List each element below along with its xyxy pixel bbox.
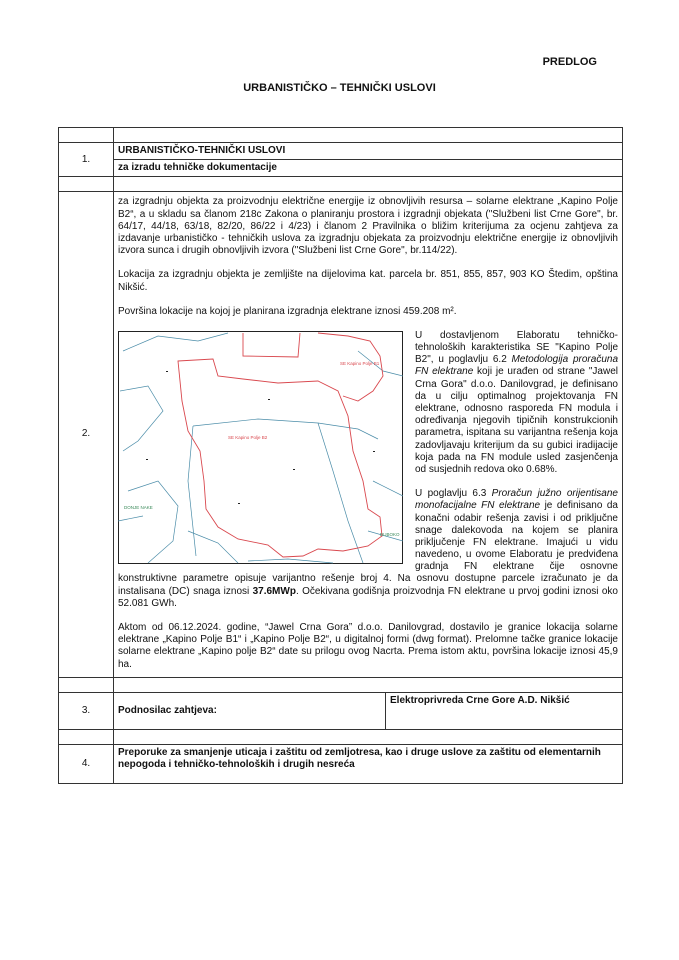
text-run: koji je urađen od strane "Jawel Crna Gora" d.o.o. Danilovgrad, je definisano da u cilju optimalnog projektovanja FN elektrane, odnosno rasporeda FN modula i određivanja njegovih tipičnih konstrukcionih parametra, ispitana su varijantna rešenja koja zadovljavaju kriterijum da su gubici iradijacije koja pada na FN module usled zasjenčenja od susjednih redova oko 0.68%. <box>415 366 618 475</box>
map-label-road-right: DUBOKO <box>380 531 400 537</box>
section-4-text: Preporuke za smanjenje uticaja i zaštitu od zemljotresa, kao i druge uslove za zaštitu od elementarnih nepogoda i tehničko-tehnoloških i drugih nesreća <box>114 744 623 783</box>
spacer-row <box>59 128 623 143</box>
section-2-paragraph: za izgradnju objekta za proizvodnju električne energije iz obnovljivih resursa – solarne elektrane „Kapino Polje B2“, a u skladu sa članom 218c Zakona o planiranju prostora i izgradnji objekata ("Službeni list Crne Gore", br. 64/17, 44/18, 63/18, 82/20, 86/22 i 4/23) i članom 2 Pravilnika o bližim kriterijuma za ocjenu zahtjeva za izdavanje urbanističko - tehničkih uslova za izgradnju objekata za proizvodnju električne energije iz obnovljivih izvora sunca i drugih obnovljivih izvora ("Službeni list Crne Gore", br.114/22). <box>118 196 618 257</box>
section-2-content <box>114 192 623 677</box>
document-title: URBANISTIČKO – TEHNIČKI USLOVI <box>243 82 436 94</box>
section-4-number: 4. <box>59 744 114 783</box>
section-2-row <box>59 192 623 677</box>
applicant-label: Podnosilac zahtjeva: <box>114 692 386 729</box>
section-1-subheading: za izradu tehničke dokumentacije <box>114 160 623 177</box>
section-2-paragraph: Lokacija za izgradnju objekta je zemljište na dijelovima kat. parcela br. 851, 855, 857, 903 KO Štedim, opština Nikšić. <box>118 269 618 293</box>
section-1-subrow <box>59 160 623 177</box>
chapter-title: Metodologija proračuna FN elektrane <box>415 354 619 378</box>
section-2-number: 2. <box>59 192 114 677</box>
text-run: U dostavljenom Elaboratu tehničko-tehnoloških karakteristika SE "Kapino Polje B2", u poglavlju 6.2 <box>415 329 618 366</box>
section-4-row <box>59 744 623 783</box>
chapter-title: Proračun južno orijentisane monofacijalne FN elektrane <box>415 488 618 512</box>
predlog-label: PREDLOG <box>542 56 597 68</box>
map-label-b2: SE Kapino Polje B2 <box>228 434 268 440</box>
spacer-row <box>59 677 623 692</box>
applicant-value: Elektroprivreda Crne Gore A.D. Nikšić <box>386 692 623 729</box>
spacer-row <box>59 729 623 744</box>
spacer-row <box>59 177 623 192</box>
section-2-paragraph: Površina lokacije na kojoj je planirana izgradnja elektrane iznosi 459.208 m². <box>118 305 457 317</box>
section-3-number: 3. <box>59 692 114 729</box>
section-1-row <box>59 143 623 160</box>
cadastral-map-image <box>118 331 403 564</box>
section-1-heading: URBANISTIČKO-TEHNIČKI USLOVI <box>114 143 623 160</box>
text-run: . Očekivana godišnja proizvodnja FN elektrane u prvoj godini iznosi oko 52.081 GWh. <box>118 585 618 609</box>
section-2-paragraph: Aktom od 06.12.2024. godine, “Jawel Crna Gora” d.o.o. Danilovgrad, dostavilo je granice lokacija solarne elektrane „Kapino Polje B1“ i „Kapino Polje B2“, u digitalnoj formi (dwg format). Prelomne tačke granice lokacije solarne elektrane „Kapino polje B2“ date su prilogu ovog Nacrta. Prema istom aktu, površina lokacije iznosi 45,9 ha. <box>118 622 618 670</box>
section-3-row <box>59 692 623 729</box>
location-map <box>118 331 403 564</box>
text-run: U poglavlju 6.3 <box>415 488 492 500</box>
installed-power: 37.6MWp <box>252 585 296 597</box>
map-label-b1: SE Kapino Polje B1 <box>340 360 380 366</box>
text-run: je definisano da konačni odabir rešenja zavisi i od priključne snage dalekovoda na kojem se planira priključenje FN elektrane. Imajući u vidu navedeno, u ovome Elaboratu je predviđena gradnja FN elektrane čije osnovne konstruktivne parametre opisuje varijantno rešenje broj 4. Na osnovu dostupne parcele izračunato je da instalisana (DC) snaga iznosi <box>118 500 618 597</box>
conditions-table <box>58 127 623 784</box>
map-label-road-left: DONJE NAKE <box>124 504 153 510</box>
section-1-number: 1. <box>59 143 114 177</box>
